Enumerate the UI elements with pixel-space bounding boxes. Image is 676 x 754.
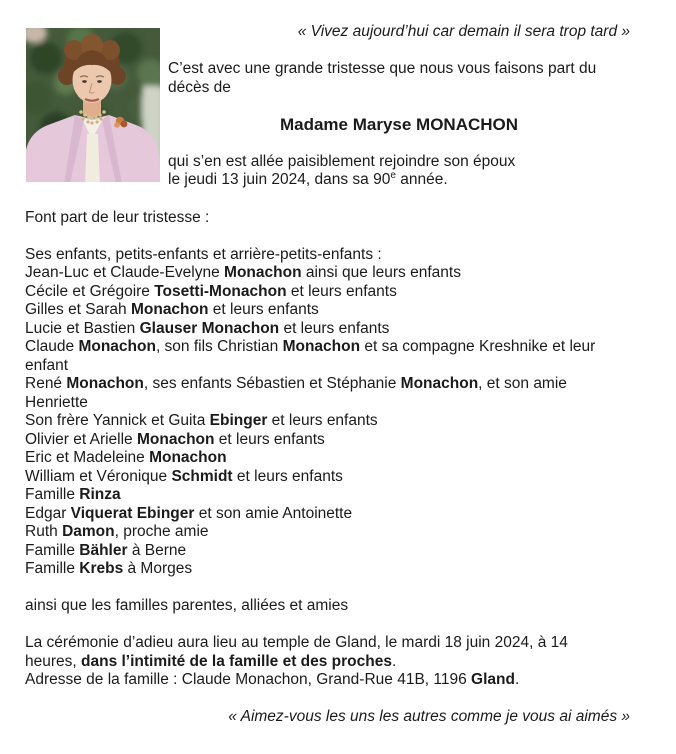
ceremony-info — [25, 634, 630, 690]
family-list — [25, 246, 630, 579]
text-line: Ruth Damon, proche amie — [25, 523, 209, 540]
text-line: Adresse de la famille : Claude Monachon, Grand-Rue 41B, 1196 Gland. — [25, 671, 520, 688]
text-line: Eric et Madeleine Monachon — [25, 449, 227, 466]
announcement-text — [168, 60, 630, 97]
text-line: Famille Rinza — [25, 486, 121, 503]
text-line: Lucie et Bastien Glauser Monachon et leurs enfants — [25, 319, 390, 337]
text-line: Edgar Viquerat Ebinger et son amie Antoinette — [25, 504, 353, 522]
text-line: Famille Bähler à Berne — [25, 541, 187, 559]
text-line: René Monachon, ses enfants Sébastien et Stéphanie Monachon, et son amie — [25, 375, 567, 392]
text-line: enfant — [25, 356, 69, 374]
text-line: Olivier et Arielle Monachon et leurs enfants — [25, 430, 325, 448]
text-line: Famille Krebs à Morges — [25, 560, 193, 577]
text-line: La cérémonie d’adieu aura lieu au temple de Gland, le mardi 18 juin 2024, à 14 — [25, 634, 568, 651]
body-section — [25, 209, 630, 727]
blouse-strip — [85, 134, 100, 182]
portrait-photo — [26, 28, 160, 182]
text-line: Gilles et Sarah Monachon et leurs enfants — [25, 301, 319, 318]
text-line: décès de — [168, 78, 231, 96]
opening-quote: « Vivez aujourd’hui car demain il sera trop tard » — [297, 23, 630, 40]
text-line: le jeudi 13 juin 2024, dans sa 90e année. — [168, 169, 448, 188]
closing-quote: « Aimez-vous les uns les autres comme je vous ai aimés » — [228, 708, 630, 725]
tribute-heading: Font part de leur tristesse : — [25, 208, 210, 226]
passing-text — [168, 153, 630, 190]
text-line: Ses enfants, petits-enfants et arrière-petits-enfants : — [25, 245, 382, 263]
text-line: C’est avec une grande tristesse que nous vous faisons part du — [168, 60, 597, 77]
text-line: William et Véronique Schmidt et leurs enfants — [25, 467, 343, 485]
text-line: Cécile et Grégoire Tosetti-Monachon et leurs enfants — [25, 282, 397, 300]
deceased-name: Madame Maryse MONACHON — [279, 114, 519, 134]
text-line: Jean-Luc et Claude-Evelyne Monachon ainsi que leurs enfants — [25, 264, 461, 281]
text-line: Claude Monachon, son fils Christian Monachon et sa compagne Kreshnike et leur — [25, 338, 596, 355]
text-line: qui s’en est allée paisiblement rejoindre son époux — [168, 152, 516, 170]
related-families-note: ainsi que les familles parentes, alliées et amies — [25, 597, 349, 614]
text-line: Henriette — [25, 393, 88, 411]
portrait-illustration — [26, 28, 160, 182]
header-section — [0, 0, 676, 190]
header-text-column — [168, 0, 630, 190]
text-line: heures, dans l’intimité de la famille et des proches. — [25, 652, 397, 670]
text-line: Son frère Yannick et Guita Ebinger et leurs enfants — [25, 412, 378, 429]
